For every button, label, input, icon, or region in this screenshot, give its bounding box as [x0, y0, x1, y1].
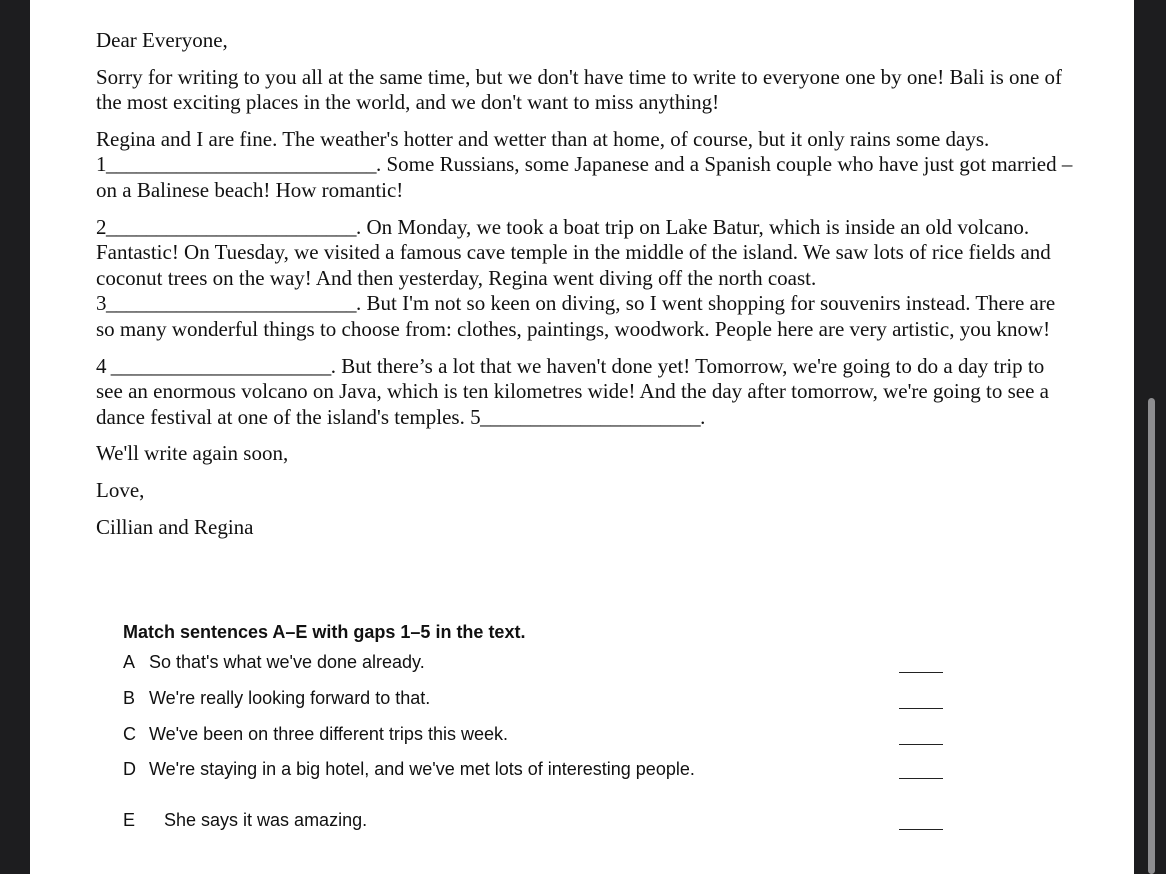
option-text: We're really looking forward to that.: [149, 688, 431, 708]
option-key: E: [123, 810, 136, 830]
task-title: Match sentences A–E with gaps 1–5 in the text.: [123, 622, 526, 642]
paragraph-2-text-b: . Some Russians, some Japanese and a Spanish couple who have just got married – on a Balinese beach! How romantic!: [96, 152, 1073, 202]
answer-blank-a[interactable]: [899, 672, 943, 673]
option-key: D: [123, 759, 136, 779]
letter-paragraph-4: [96, 354, 1076, 431]
option-b: [123, 688, 430, 709]
letter-paragraph-2: [96, 127, 1076, 204]
scrollbar-thumb[interactable]: [1148, 398, 1155, 874]
letter-paragraph-1: Sorry for writing to you all at the same time, but we don't have time to write to everyone one by one! Bali is one of the most exciting places in the world, and we don't want to miss anything!: [96, 64, 1063, 115]
paragraph-3-text-a: . On Monday, we took a boat trip on Lake Batur, which is inside an old volcano. Fantastic! On Tuesday, we visited a famous cave temple in the middle of the island. We saw lots of rice fields and coconut trees on the way! And then yesterday, Regina went diving off the north coast.: [96, 214, 1051, 290]
option-text: So that's what we've done already.: [149, 652, 425, 672]
paragraph-4-text-a: . But there’s a lot that we haven't done yet! Tomorrow, we're going to do a day trip to see an enormous volcano on Java, which is ten kilometres wide! And the day after tomorrow, we're going to see a dance festival at one of the island's temples.: [96, 353, 1049, 429]
option-a: [123, 652, 425, 673]
paragraph-2-text-a: Regina and I are fine. The weather's hotter and wetter than at home, of course, but it only rains some days.: [96, 126, 990, 151]
paragraph-3-text-b: . But I'm not so keen on diving, so I went shopping for souvenirs instead. There are so many wonderful things to choose from: clothes, paintings, woodwork. People here are very artistic, you know!: [96, 291, 1056, 341]
option-e: [123, 810, 367, 831]
answer-blank-d[interactable]: [899, 778, 943, 779]
letter-text: [96, 28, 1076, 551]
option-key: C: [123, 724, 136, 744]
answer-blank-e[interactable]: [899, 829, 943, 830]
letter-closing-1: We'll write again soon,: [96, 441, 289, 466]
gap-1: 1___________________________: [96, 152, 376, 177]
gap-5: 5______________________: [470, 404, 701, 429]
letter-paragraph-3: [96, 215, 1076, 343]
option-text: We've been on three different trips this week.: [149, 724, 508, 744]
option-d: [123, 759, 695, 780]
gap-3: 3_________________________: [96, 291, 356, 316]
document-page: [30, 0, 1134, 874]
option-key: A: [123, 652, 136, 672]
answer-blank-b[interactable]: [899, 708, 943, 709]
paragraph-4-text-b: .: [700, 404, 706, 429]
option-text: She says it was amazing.: [164, 810, 368, 830]
option-key: B: [123, 688, 136, 708]
option-text: We're staying in a big hotel, and we've met lots of interesting people.: [149, 759, 695, 779]
gap-2: 2_________________________: [96, 214, 356, 239]
letter-closing-2: Love,: [96, 477, 145, 502]
letter-signature: Cillian and Regina: [96, 514, 254, 539]
letter-greeting: Dear Everyone,: [96, 28, 228, 52]
answer-blank-c[interactable]: [899, 744, 943, 745]
gap-4: 4 ______________________: [96, 353, 331, 378]
option-c: [123, 724, 508, 745]
